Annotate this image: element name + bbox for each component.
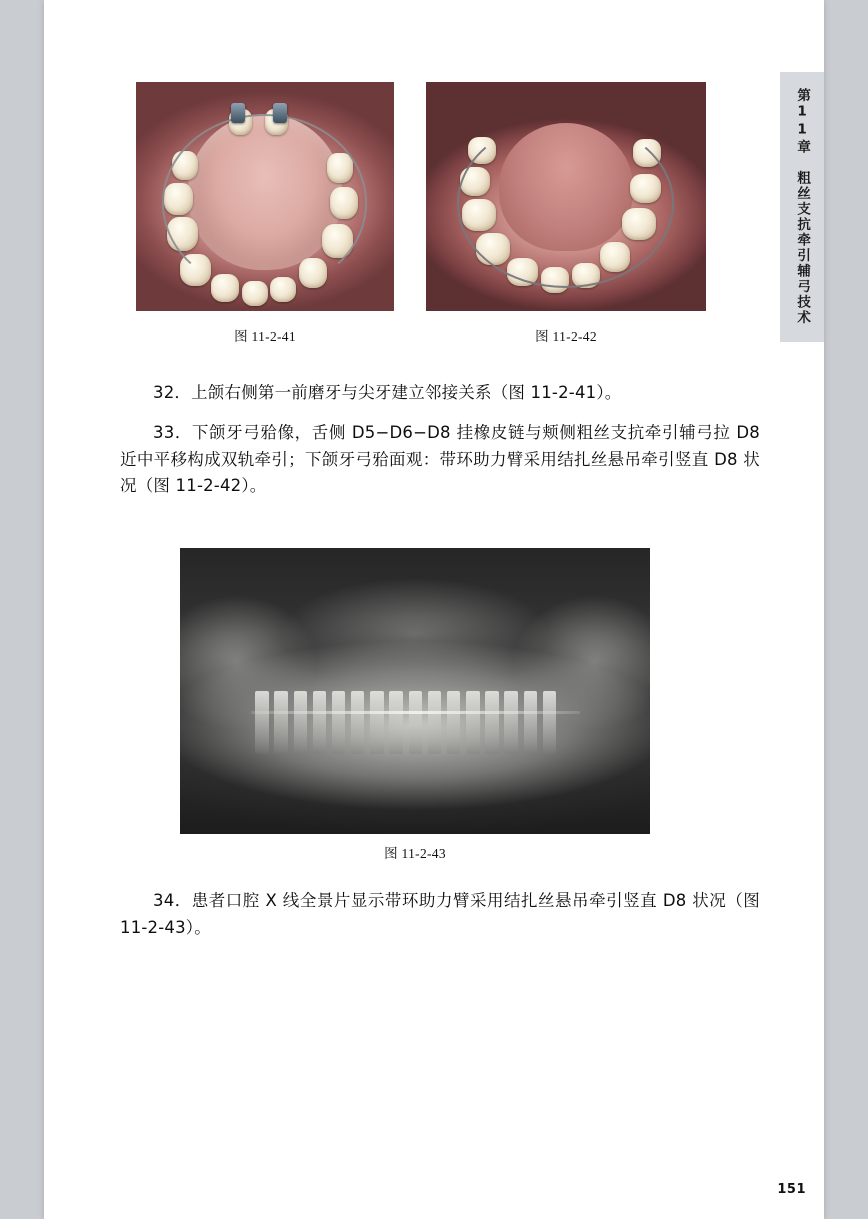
lower-dental-arch: [426, 82, 706, 311]
page-number: 151: [777, 1182, 806, 1197]
radiograph-dentition: [255, 691, 575, 754]
lingual-button-left: [231, 103, 245, 123]
chapter-side-tab: [780, 72, 824, 342]
figure-caption-11-2-41: 图 11-2-41: [234, 329, 296, 344]
figure-caption-11-2-42: 图 11-2-42: [535, 329, 597, 344]
page-sheet: [44, 0, 824, 1219]
chapter-side-tab-label: 第11章 粗丝支抗牵引辅弓技术: [794, 88, 811, 326]
upper-dental-arch: [136, 82, 394, 311]
figure-image-11-2-41: [136, 82, 394, 311]
figure-caption-11-2-43: 图 11-2-43: [384, 846, 446, 861]
panoramic-radiograph: [180, 548, 650, 834]
figure-caption-row-top: [136, 325, 716, 345]
figure-image-11-2-43: [180, 548, 650, 834]
lingual-archwire: [457, 119, 674, 288]
radiograph-archwire: [251, 711, 580, 714]
lingual-button-right: [273, 103, 287, 123]
figure-row-top: [136, 82, 716, 311]
paragraph-33: 33．下颌牙弓𬌗像，舌侧 D5−D6−D8 挂橡皮链与颊侧粗丝支抗牵引辅弓拉 D8 近中平移构成双轨牵引；下颌牙弓𬌗面观：带环助力臂采用结扎丝悬吊牵引竖直 D8 状况（图 11-2-42）。: [120, 423, 760, 496]
paragraph-34: 34．患者口腔 X 线全景片显示带环助力臂采用结扎丝悬吊牵引竖直 D8 状况（图 11-2-43）。: [120, 891, 760, 937]
paragraph-32: 32．上颌右侧第一前磨牙与尖牙建立邻接关系（图 11-2-41）。: [153, 383, 622, 402]
page-content-area: [92, 0, 760, 1219]
figure-image-11-2-42: [426, 82, 706, 311]
